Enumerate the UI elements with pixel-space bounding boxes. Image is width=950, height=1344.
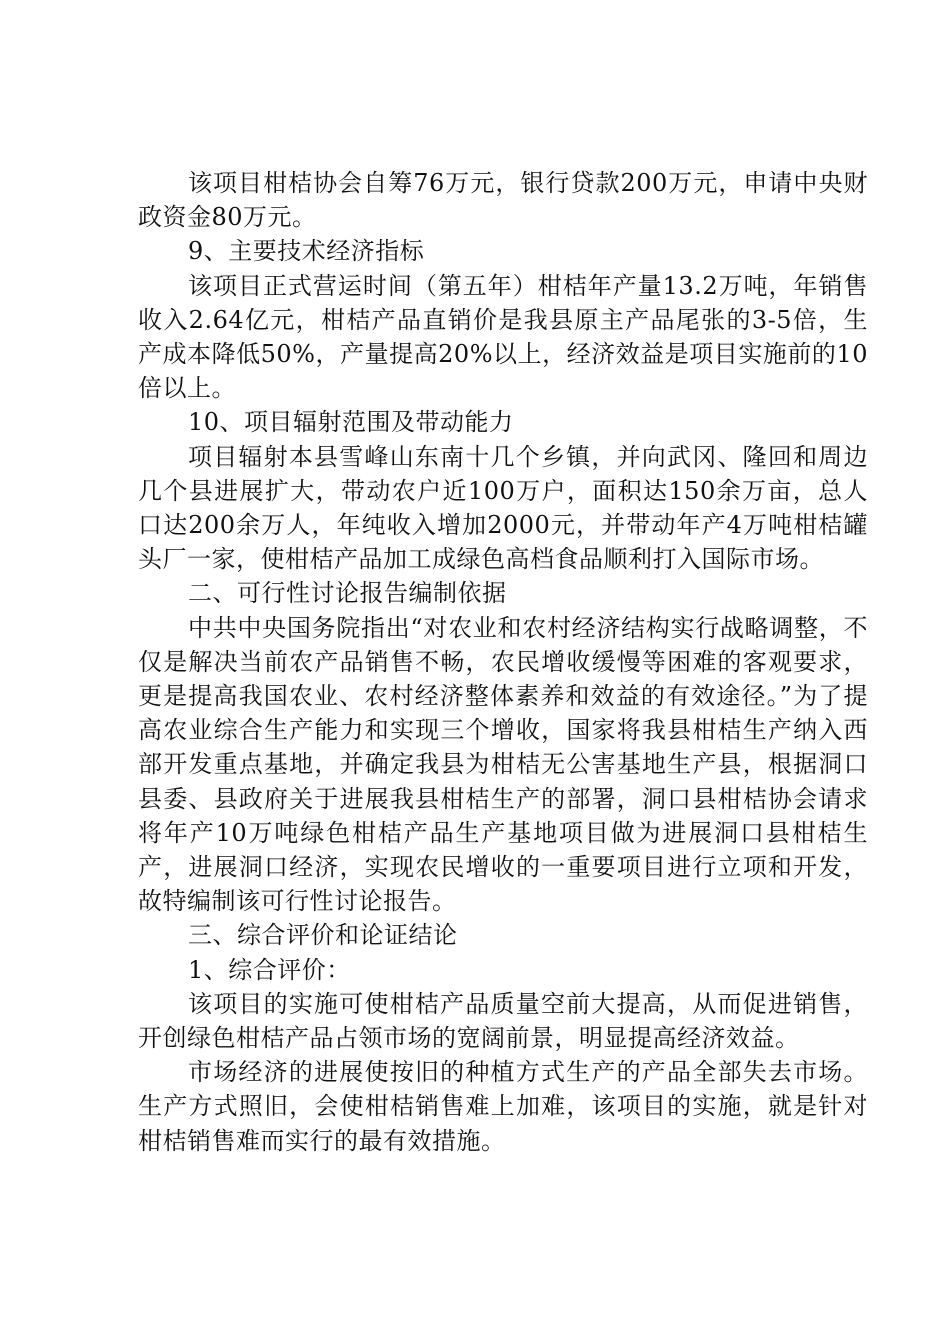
paragraph-evaluation-1: 该项目的实施可使柑桔产品质量空前大提高，从而促进销售，开创绿色柑桔产品占领市场的宽阔前景，明显提高经济效益。 [138, 989, 868, 1053]
paragraph-indicators: 该项目正式营运时间（第五年）柑桔年产量13.2万吨，年销售收入2.64亿元，柑桔产品直销价是我县原主产品尾张的3-5倍，生产成本降低50%，产量提高20%以上，经济效益是项目实施前的10倍以上。 [138, 271, 868, 403]
heading-basis: 二、可行性讨论报告编制依据 [188, 579, 507, 608]
paragraph-basis: 中共中央国务院指出“对农业和农村经济结构实行战略调整，不仅是解决当前农产品销售不畅，农民增收缓慢等困难的客观要求，更是提高我国农业、农村经济整体素养和效益的有效途径。”为了提高农业综合生产能力和实现三个增收，国家将我县柑桔生产纳入西部开发重点基地，并确定我县为柑桔无公害基地生产县，根据洞口县委、县政府关于进展我县柑桔生产的部署，洞口县柑桔协会请求将年产10万吨绿色柑桔产品生产基地项目做为进展洞口县柑桔生产，进展洞口经济，实现农民增收的一重要项目进行立项和开发，故特编制该可行性讨论报告。 [138, 613, 868, 916]
heading-radiation-scope: 10、项目辐射范围及带动能力 [188, 408, 514, 437]
paragraph-radiation: 项目辐射本县雪峰山东南十几个乡镇，并向武冈、隆回和周边几个县进展扩大，带动农户近100万户，面积达150余万亩，总人口达200余万人，年纯收入增加2000元，并带动年产4万吨柑桔罐头厂一家，使柑桔产品加工成绿色高档食品顺利打入国际市场。 [138, 442, 868, 574]
heading-evaluation: 三、综合评价和论证结论 [188, 921, 458, 950]
paragraph-funding: 该项目柑桔协会自筹76万元，银行贷款200万元，申请中央财政资金80万元。 [138, 169, 868, 232]
paragraph-evaluation-2: 市场经济的进展使按旧的种植方式生产的产品全部失去市场。生产方式照旧，会使柑桔销售难上加难，该项目的实施，就是针对柑桔销售难而实行的最有效措施。 [138, 1058, 868, 1155]
document-body [138, 166, 868, 1158]
heading-comprehensive-evaluation: 1、综合评价： [188, 955, 351, 984]
heading-technical-indicators: 9、主要技术经济指标 [188, 237, 425, 266]
